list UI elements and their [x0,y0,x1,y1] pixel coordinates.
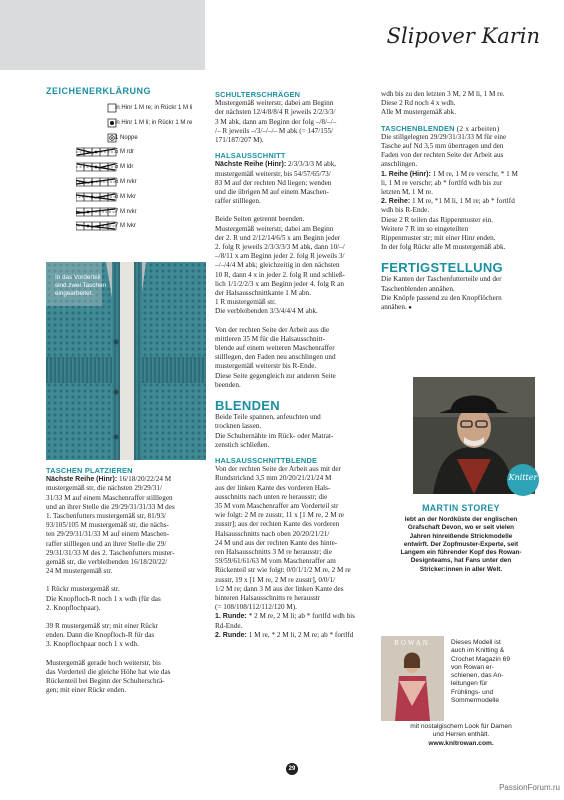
text-line: zenstich schließen. [215,440,270,449]
legend-item [46,206,206,221]
text-line: und an ihrer Stelle die 29/29/31/31/33 M des [46,502,175,511]
text-line: In der folg Rückr alle M mustergemäß abk. [381,243,506,252]
legend-item [46,117,206,132]
text-line: ausschnitts nach unten re herausstr; die [215,492,328,501]
text-line: 1 R mustergemäß str. [215,298,276,307]
text-line: mustergemäß weiterstr bis R-Ende. [215,362,317,371]
text-line: 10 R, dann 4 x in jeder 2. folg R und schließ- [215,270,345,279]
paragraph [215,326,367,390]
text-line: Alle M mustergemäß abk. [381,108,456,117]
text-line: Halsausschnitts nach oben 20/20/21/21/ [215,529,330,538]
text-line: Weitere 7 R im so eingeteilten [381,224,469,233]
paragraph [215,465,367,612]
legend-item [46,132,206,147]
text-line: der 2. R und 2/12/14/6/5 x am Beginn jeder [215,233,341,242]
text-line: gemäß str, die verbleibenden 16/18/20/22/ [46,558,168,567]
text-line: li, 1 M re verschr; ab * fortlfd wdh bis zur [381,178,503,187]
photo-caption: In das Vorderteil sind zwei Taschen eingearbeitet. [55,274,106,297]
text-line: 2. Knopflochpaar). [46,603,101,612]
text-line: Nächste Reihe (Hinr): 16/18/20/22/24 M [46,475,172,484]
text-line: und Herren enthält. [432,731,490,739]
text-line: Mustergemäß weiterstr, dabei am Beginn [215,99,334,108]
text-line: letzten M, 1 M re. [381,188,433,197]
legend-title: ZEICHENERKLÄRUNG [46,86,152,96]
text-line: aus der linken Kante des vorderen Hals- [215,483,331,492]
text-line: annähen. ● [381,303,412,312]
column-3 [381,90,541,313]
text-line: 2. Reihe: 1 M re, *1 M li, 1 M re; ab * fortlfd [381,197,515,206]
heading-halsausschnittblende: HALSAUSSCHNITTBLENDE [215,455,318,465]
text-line: 3 M abk, dann am Beginn der folg –/8/–/– [215,117,337,126]
text-line: 2. Runde: 1 M re, * 2 M li, 2 M re; ab * fortlfd [215,630,354,639]
text-line: Diese 2 Rd noch 4 x wdh. [381,99,456,108]
text-line: 93/105/105 M mustergemäß str, die nächs- [46,521,169,530]
text-line: www.knitrowan.com. [428,739,494,747]
text-line: Rd-Ende. [215,621,243,630]
text-line: lebt an der Nordküste der englischen [404,516,518,523]
text-line: Die Kanten der Taschenfutterteile und der [381,275,502,284]
text-line: der Halsausschnittkante 1 M abn. [215,289,312,298]
text-line: 2. folg R jeweils 2/3/3/3/3 M abk, dann 10/–/ [215,243,345,252]
text-line: wdh bis zu den letzten 3 M, 2 M li, 1 M re. [381,90,505,98]
text-line: entwirft. Der Zopfmuster-Experte, seit [403,540,519,548]
text-line: Mustergemäß gerade hoch weiterstr, bis [46,658,161,667]
paragraph [381,275,541,313]
column-2 [215,90,367,640]
text-line: ren Halsausschnitts 3 M re herausstr; die [215,547,332,556]
legend-item [46,146,206,161]
legend-item-label: 5 M ldr [115,164,134,171]
text-line: 171/187/207 M). [215,136,264,145]
text-line: auch im Knitting & [451,647,505,655]
text-line: von Rowan er- [451,663,494,671]
paragraph [381,133,541,253]
text-line: hinteren Halsausschnitts re herausstr [215,593,321,602]
legend-item [46,161,206,176]
text-line: 1/2 M re; dann 3 M aus der linken Kante des [215,584,344,593]
text-line: 59/59/61/61/63 M vom Maschenraffer am [215,557,336,566]
heading-fertigstellung: FERTIGSTELLUNG [381,260,503,276]
text-line: mittleren 35 M für die Halsausschnitt- [215,334,325,343]
legend-item-label: 1 Noppe [115,134,138,141]
text-line: und die übrigen M auf einem Maschen- [215,188,329,197]
top-gray-band [0,0,205,70]
text-line: Rundstricknd 3,5 mm 20/20/21/21/24 M [215,474,332,483]
legend-item-label: 5 M rdr [115,149,135,156]
text-line: Beide Teile spannen, anfeuchten und [215,413,321,422]
legend-item-label: 7 M rvkr [115,208,137,215]
text-line: 3. Knopflochpaar noch 1 x wdh. [46,640,139,649]
text-line: trocknen lassen. [215,422,262,431]
text-line: Grafschaft Devon, wo er seit vielen [407,524,515,532]
text-line: wie folgt: 2 M re zusstr, 11 x [1 M re, 2 M re [215,511,344,520]
text-line: wdh bis R-Ende. [381,206,430,215]
text-line: Nächste Reihe (Hinr): 2/3/3/3/3 M abk, [215,160,337,169]
text-line: leitungen für [451,680,488,688]
text-line: mit nostalgischem Look für Damen [410,723,512,730]
text-line: Beide Seiten getrennt beenden. [215,215,305,224]
text-line: anschlingen. [381,160,418,169]
heading-taschenblenden: TASCHENBLENDEN (2 x arbeiten) [381,123,500,133]
heading-halsausschnitt: HALSAUSSCHNITT [215,151,286,161]
knitter-badge: Knitter [507,464,539,496]
text-line: Rückenteil bei Beginn der Schulterschrä- [46,677,165,686]
paragraph [215,215,367,316]
text-line: Frühlings- und [451,688,494,696]
text-line: 31/33 M auf einem Maschenraffer stilllegen [46,493,173,502]
text-line: Die stillgelegten 29/29/31/31/33 M für eine [381,132,507,141]
text-line: Crochet Magazin 69 [451,655,511,663]
text-line: Taschenblenden annähen. [381,284,455,293]
text-line: Die Knopfloch-R noch 1 x wdh (für das [46,594,161,603]
text-line: mustergemäß str, die nächsten 29/29/31/ [46,484,162,493]
legend-item-label: 6 M lvkr [115,193,136,200]
text-line: blende auf einem weiteren Maschenraffer [215,344,335,353]
legend-item-label: 7 M lvkr [115,223,136,230]
magazine-cover-illustration [381,636,444,721]
end-mark-icon: ● [406,305,412,312]
paragraph [46,585,208,613]
legend-item-label: in Hinr 1 M re; in Rückr 1 M li [115,105,193,111]
legend-item [46,102,206,117]
text-line: 1. Runde: * 2 M re, 2 M li; ab * fortlfd wdh bis [215,612,355,621]
text-line: Jahren hinreißende Strickmodelle [409,532,513,540]
magazine-note [451,639,547,705]
text-line: Die Schulternähte im Rück- oder Matrat- [215,431,334,440]
text-line: 29/31/31/33 M des 2. Taschenfutters muster- [46,548,175,557]
text-line: das Vorderteil die gleiche Höhe hat wie das [46,667,171,676]
text-line: enden. Dann die Knopfloch-R für das [46,631,155,640]
text-line: Von der rechten Seite der Arbeit aus die [215,325,330,334]
watermark: PassionForum.ru [499,783,560,792]
text-line: zusstr, 19 x [1 M re, 2 M re zusstr], 0/0/1/ [215,575,336,584]
paragraph [215,413,367,450]
text-line: /– R jeweils –/3/–/–/– M abk (= 147/155/ [215,126,334,135]
paragraph [215,99,367,145]
text-line: 1 Rückr mustergemäß str. [46,585,120,594]
text-line: Sommermodelle [451,697,500,705]
legend-item [46,176,206,191]
text-line: lich 1/1/2/2/3 x am Beginn jeder 4. folg R an [215,279,344,288]
text-line: (= 108/108/112/112/120 M). [215,603,297,612]
legend-item-label: 6 M rvkr [115,178,137,185]
text-line: 35 M vom Maschenraffer am Vorderteil str [215,501,339,510]
page-number: 29 [286,763,298,775]
text-line: Langem ein führender Kopf des Rowan- [400,549,522,557]
heading-taschen-platzieren: TASCHEN PLATZIEREN [46,466,133,475]
designer-bio [381,516,541,574]
paragraph [46,622,208,650]
text-line: Diese Seite gegengleich zur anderen Seite [215,371,336,380]
text-line: Tasche auf Nd 3,5 mm übertragen und den [381,142,504,151]
text-line: mustergemäß weiterstr, bis 54/57/65/73/ [215,169,331,178]
text-line: Diese 2 R teilen das Rippenmuster ein. [381,215,493,224]
paragraph [46,475,208,576]
legend-item [46,220,206,235]
text-line: raffer stilllegen. [215,197,261,206]
text-line: Faden von der rechten Seite der Arbeit aus [381,151,504,160]
text-line: ten 29/29/31/31/33 M auf einem Maschen- [46,530,170,539]
text-line: Mustergemäß weiterstr, dabei am Beginn [215,224,334,233]
text-line: 24 M und aus der rechten Kante des hinte- [215,538,338,547]
text-line: 83 M auf der rechten Nd liegen; wenden [215,178,332,187]
text-line: zusstr]; aus der rechten Kante des vorderen [215,520,340,529]
paragraph [215,160,367,206]
text-line: schienen, das An- [451,672,504,680]
text-line: gen; mit einer Rückr enden. [46,686,127,695]
text-line: –/8/11 x am Beginn jeder 2. folg R jeweils 3/ [215,252,345,261]
text-line: 1. Taschenfutters mustergemäß str, 81/93/ [46,512,166,521]
paragraph [46,659,208,696]
text-line: Rückenteil str wie folgt: 0/0/1/1/2 M re, 2 M re [215,566,351,575]
heading-schulterschraegen: SCHULTERSCHRÄGEN [215,90,301,99]
paragraph [215,612,367,640]
text-line: Die verbleibenden 3/3/4/4/4 M abk. [215,307,318,316]
heading-blenden: BLENDEN [215,398,280,414]
text-line: Rippenmuster str; mit einer Hinr enden. [381,234,496,243]
text-line: Stricker:innen in aller Welt. [419,565,503,573]
text-line: Dieses Modell ist [451,639,501,646]
magazine-note-continued [381,723,541,748]
legend-item-label: in Hinr 1 M li; in Rückr 1 M re [115,119,193,126]
text-line: Die Knöpfe passend zu den Knopflöchern [381,293,502,302]
text-line: Designteams, hat Fans unter den [410,557,512,565]
text-line: 39 R mustergemäß str; mit einer Rückr [46,622,159,631]
legend [46,102,206,235]
text-line: der nächsten 12/4/8/8/4 R jeweils 2/2/3/3/ [215,108,336,117]
magazine-cover-title: ROWAN [394,639,430,647]
text-line: 1. Reihe (Hinr): 1 M re, 1 M re verschr, * 1 M [381,169,518,178]
designer-name: MARTIN STOREY [422,503,500,513]
vest-photo [46,262,206,460]
column-1 [46,466,208,695]
text-line: raffer stilllegen und an ihrer Stelle die 29/ [46,539,167,548]
text-line: Von der rechten Seite der Arbeit aus mit der [215,465,342,474]
paragraph [381,90,541,118]
text-line: stilllegen, den Faden neu anschlingen und [215,353,336,362]
legend-item [46,191,206,206]
page-title: Slipover Karin [386,24,540,48]
text-line: –/–/4/4 M abk; gleichzeitig in den nächsten [215,261,340,270]
magazine-cover [381,636,444,721]
text-line: 24 M mustergemäß str. [46,567,113,576]
text-line: beenden. [215,380,241,389]
